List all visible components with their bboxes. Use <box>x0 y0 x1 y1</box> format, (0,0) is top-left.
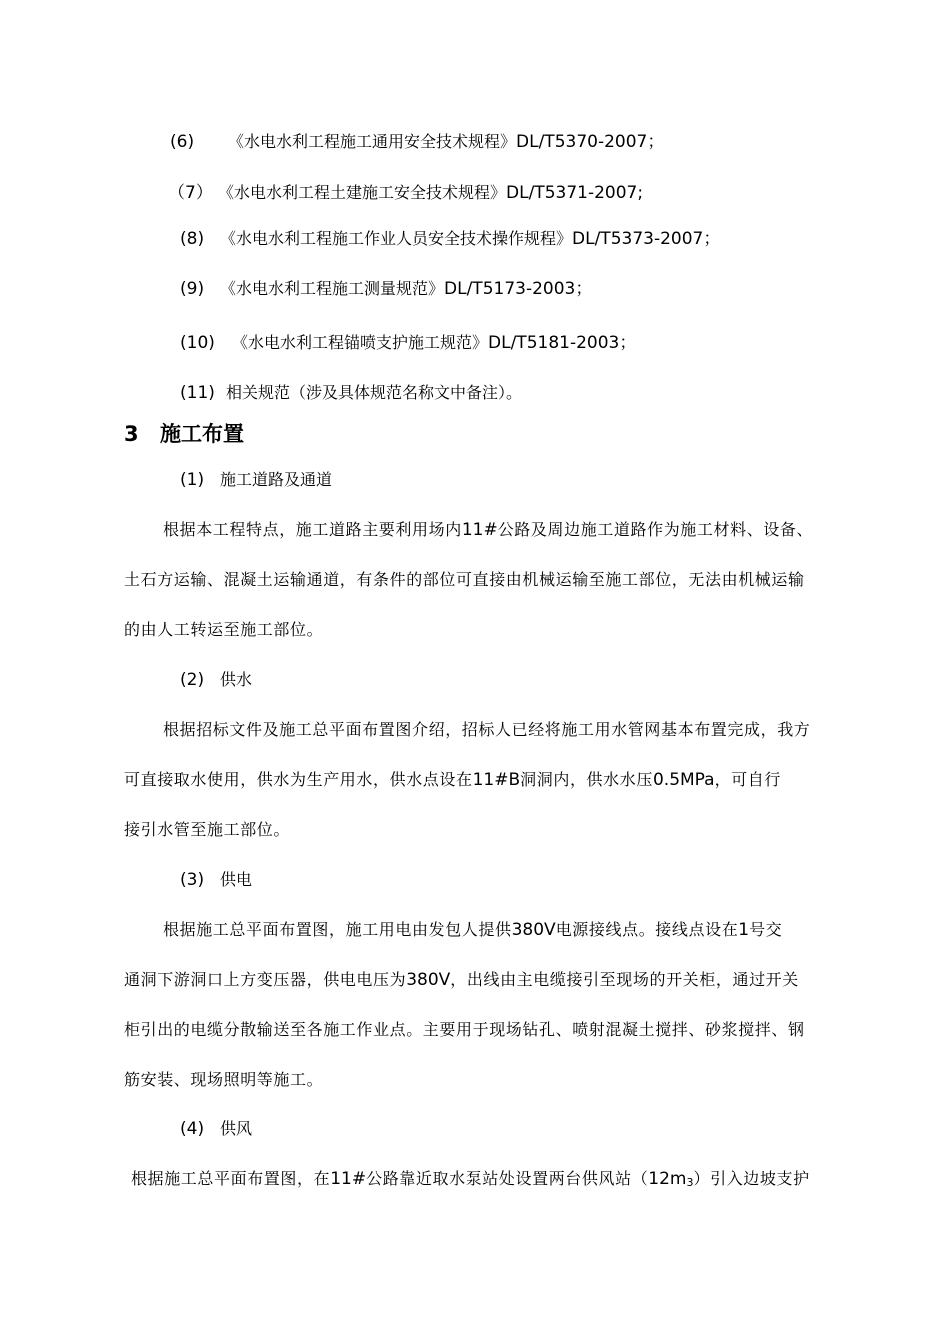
subsection-number: (3) <box>180 870 205 890</box>
reference-code: DL/T5173-2003； <box>444 279 593 299</box>
reference-number: (11) <box>180 383 215 403</box>
text-run: ）引入边坡支护 <box>693 1169 810 1188</box>
paragraph-line <box>163 518 813 542</box>
reference-number: (6) <box>170 132 195 152</box>
text-run: 11# <box>461 520 498 540</box>
paragraph-line <box>124 968 799 992</box>
text-run: 根据招标文件及施工总平面布置图介绍，招标人已经将施工用水管网基本布置完成，我方 <box>163 720 811 739</box>
reference-item <box>180 331 636 355</box>
reference-title: 《水电水利工程施工通用安全技术规程》 <box>228 132 517 151</box>
text-run: 筋安装、现场照明等施工。 <box>124 1070 324 1089</box>
paragraph-line <box>163 718 810 742</box>
text-run: 洞洞内，供水水压 <box>520 770 653 789</box>
text-run: 接引水管至施工部位。 <box>124 820 291 839</box>
text-run: 可直接取水使用，供水为生产用水，供水点设在 <box>124 770 473 789</box>
paragraph-line <box>124 1018 805 1042</box>
text-run: 根据施工总平面布置图，在 <box>131 1169 331 1188</box>
paragraph-line <box>124 618 323 642</box>
subsection-title: 供电 <box>220 870 253 889</box>
paragraph-line <box>131 1167 810 1195</box>
reference-number: (10) <box>180 333 215 353</box>
reference-title: 《水电水利工程锚喷支护施工规范》 <box>232 333 489 352</box>
reference-number: (8) <box>180 229 205 249</box>
reference-code: DL/T5370-2007； <box>516 132 665 152</box>
reference-code: DL/T5373-2007； <box>572 229 721 249</box>
subsection-heading <box>180 668 252 692</box>
text-run: 0.5MPa <box>652 770 715 790</box>
text-run: 通洞下游洞口上方变压器，供电电压为 <box>124 970 407 989</box>
section-number: 3 <box>124 422 139 446</box>
text-run: 的由人工转运至施工部位。 <box>124 620 324 639</box>
reference-item <box>168 181 643 205</box>
subsection-title: 供风 <box>220 1119 253 1138</box>
reference-title: 《水电水利工程施工作业人员安全技术操作规程》 <box>220 229 573 248</box>
paragraph-line <box>124 768 781 792</box>
reference-title: 相关规范（涉及具体规范名称文中备注）。 <box>226 383 523 402</box>
text-run: 根据本工程特点，施工道路主要利用场内 <box>163 520 462 539</box>
reference-item <box>180 277 592 301</box>
reference-item <box>180 227 720 251</box>
reference-item <box>170 130 664 154</box>
paragraph-line <box>124 818 290 842</box>
subsection-number: (2) <box>180 670 205 690</box>
text-run: 11#B <box>472 770 521 790</box>
reference-item <box>180 381 522 405</box>
reference-code: DL/T5181-2003； <box>488 333 637 353</box>
text-run: 号交 <box>749 920 783 939</box>
subsection-heading <box>180 1117 252 1141</box>
text-run: 根据施工总平面布置图，施工用电由发包人提供 <box>163 920 512 939</box>
reference-code: DL/T5371-2007; <box>506 183 644 203</box>
section-title: 施工布置 <box>160 422 244 446</box>
subsection-number: (4) <box>180 1119 205 1139</box>
text-run: 380V <box>406 970 451 990</box>
reference-number: （7） <box>168 183 213 203</box>
paragraph-line <box>124 1068 323 1092</box>
subsection-number: (1) <box>180 470 205 490</box>
text-run: 11# <box>330 1169 367 1189</box>
subsection-heading <box>180 468 332 492</box>
reference-number: (9) <box>180 279 205 299</box>
text-run: 公路靠近取水泵站处设置两台供风站（ <box>366 1169 649 1188</box>
section-heading <box>124 420 244 448</box>
paragraph-line <box>163 918 782 942</box>
text-run: ，可自行 <box>714 770 781 789</box>
text-run: 3 <box>686 1176 694 1189</box>
paragraph-line <box>124 568 805 592</box>
text-run: 1 <box>738 920 750 940</box>
text-run: ，出线由主电缆接引至现场的开关柜，通过开关 <box>450 970 799 989</box>
text-run: 电源接线点。接线点设在 <box>555 920 739 939</box>
subsection-title: 施工道路及通道 <box>220 470 333 489</box>
reference-title: 《水电水利工程施工测量规范》 <box>220 279 445 298</box>
text-run: 380V <box>511 920 556 940</box>
reference-title: 《水电水利工程土建施工安全技术规程》 <box>218 183 507 202</box>
text-run: 土石方运输、混凝土运输通道，有条件的部位可直接由机械运输至施工部位，无法由机械运输 <box>124 570 805 589</box>
subsection-title: 供水 <box>220 670 253 689</box>
subsection-heading <box>180 868 252 892</box>
text-run: 12m <box>648 1169 687 1189</box>
text-run: 公路及周边施工道路作为施工材料、设备、 <box>497 520 814 539</box>
text-run: 柜引出的电缆分散输送至各施工作业点。主要用于现场钻孔、喷射混凝土搅拌、砂浆搅拌、钢 <box>124 1020 805 1039</box>
